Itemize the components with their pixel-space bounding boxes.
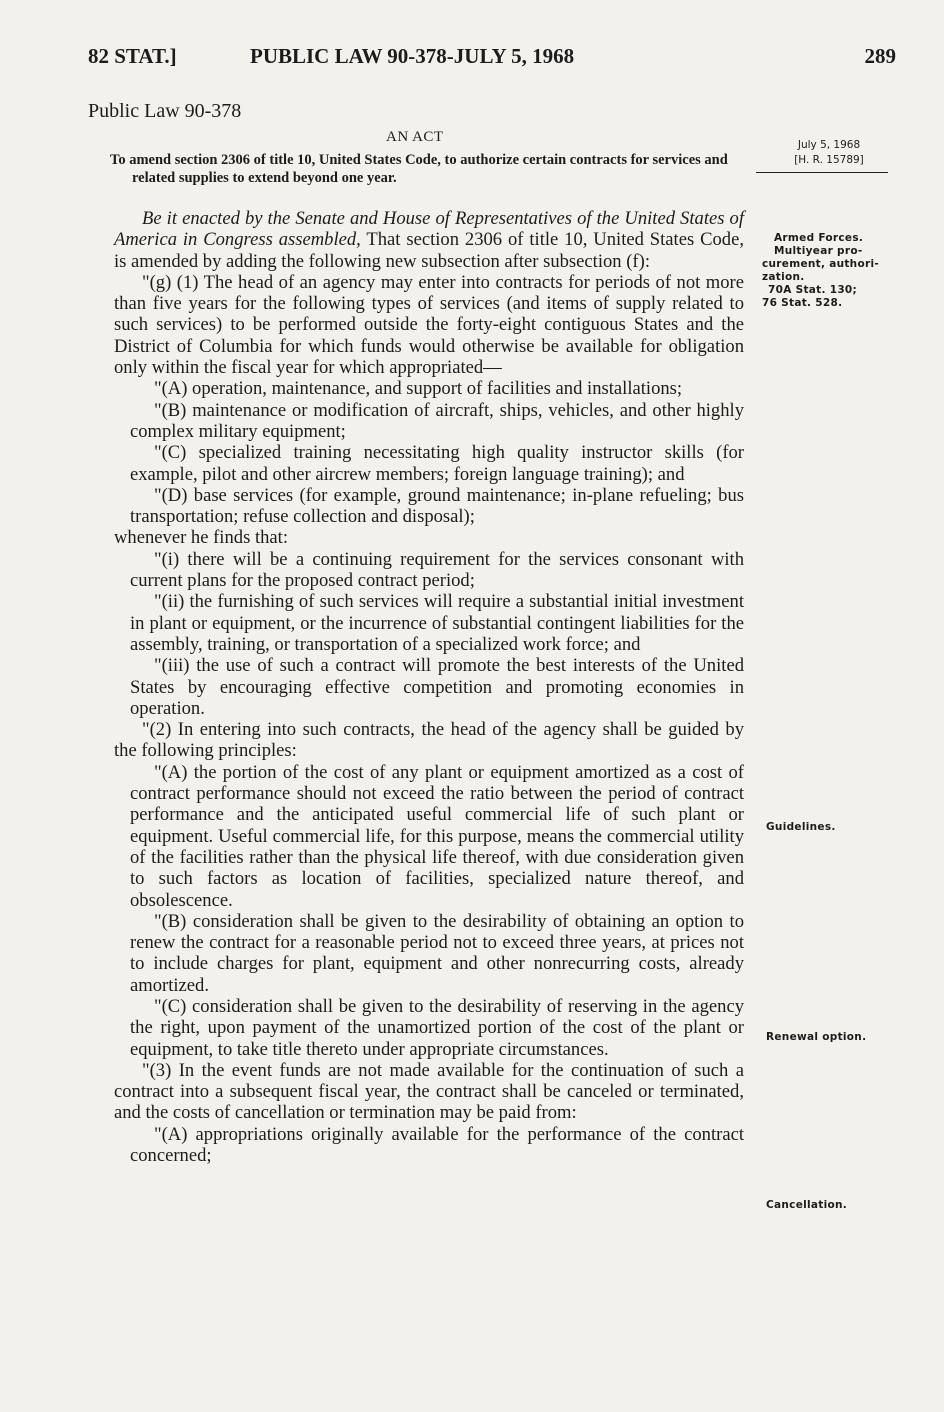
- act-heading: AN ACT: [386, 129, 444, 145]
- margin-note-line: zation.: [762, 271, 805, 283]
- enactment-date: July 5, 1968: [797, 139, 861, 151]
- margin-note-line: 76 Stat. 528.: [762, 297, 843, 309]
- paragraph-g1C: "(C) specialized training necessitating high quality instructor skills (for example, pilot and other aircrew members; foreign language training); and: [130, 442, 744, 485]
- paragraph-g2: "(2) In entering into such contracts, the head of the agency shall be guided by the following principles:: [114, 719, 744, 762]
- paragraph-g2C: "(C) consideration shall be given to the desirability of reserving in the agency the right, upon payment of the unamortized portion of the cost of the plant or equipment, to take title thereto under appropriate circumstances.: [130, 995, 744, 1060]
- paragraph-g3: "(3) In the event funds are not made available for the continuation of such a contract into a subsequent fiscal year, the contract shall be canceled or terminated, and the costs of cancellation or termination may be paid from:: [114, 1059, 744, 1124]
- margin-note-line: Armed Forces.: [774, 232, 864, 244]
- header-title: PUBLIC LAW 90-378-JULY 5, 1968: [250, 44, 575, 68]
- paragraph-g1B: "(B) maintenance or modification of aircraft, ships, vehicles, and other highly complex military equipment;: [130, 399, 744, 442]
- margin-note-line: curement, authori-: [762, 258, 880, 270]
- paragraph-g1A: "(A) operation, maintenance, and support of facilities and installations;: [154, 378, 683, 400]
- page-number: 289: [864, 44, 896, 68]
- paragraph-giii: "(iii) the use of such a contract will promote the best interests of the United States by encouraging effective competition and promoting economies in operation.: [130, 655, 744, 719]
- enacting-clause: [114, 208, 744, 272]
- enacting-clause-italic: Be it enacted by the Senate and House of Representatives of the United States of America in Congress assembled,: [114, 208, 744, 251]
- bill-number: [H. R. 15789]: [794, 154, 864, 166]
- margin-note-renewal-option: Renewal option.: [766, 1031, 867, 1043]
- paragraph-g3A: "(A) appropriations originally available for the performance of the contract concerned;: [130, 1123, 744, 1167]
- paragraph-gi: "(i) there will be a continuing requirement for the services consonant with current plans for the proposed contract period;: [130, 548, 744, 592]
- body-text: [114, 208, 744, 1166]
- paragraph-g2B: "(B) consideration shall be given to the desirability of obtaining an option to renew the contract for a reasonable period not to exceed three years, at prices not to include charges for plant, equipment and other nonrecurring costs, already amortized.: [130, 910, 744, 996]
- paragraph-whenever: whenever he finds that:: [114, 527, 288, 549]
- margin-note-guidelines: Guidelines.: [766, 821, 836, 833]
- margin-note-line: Multiyear pro-: [774, 245, 863, 257]
- page-header: [88, 44, 896, 78]
- paragraph-gii: "(ii) the furnishing of such services will require a substantial initial investment in plant or equipment, or the incurrence of substantial contingent liabilities for the assembly, training, or transportation of a specialized work force; and: [130, 591, 744, 655]
- public-law-title: Public Law 90-378: [88, 100, 242, 122]
- paragraph-g1: "(g) (1) The head of an agency may enter into contracts for periods of not more than five years for the following types of services (and items of supply related to such services) to be performed outside the forty-eight contiguous States and the District of Columbia for which funds would otherwise be available for obligation only within the fiscal year for which appropriated—: [114, 271, 744, 379]
- paragraph-g2A: "(A) the portion of the cost of any plant or equipment amortized as a cost of contract performance should not exceed the ratio between the period of contract performance and the anticipated useful commercial life of such plant or equipment. Useful commercial life, for this purpose, means the commercial utility of the facilities rather than the physical life thereof, with due consideration given to such factors as location of facilities, specialized nature thereof, and obsolescence.: [130, 761, 744, 911]
- date-rule-divider: [756, 172, 888, 173]
- date-block: [774, 138, 884, 168]
- margin-note-line: 70A Stat. 130;: [768, 284, 858, 296]
- margin-note-armed-forces: [762, 232, 902, 310]
- enacting-clause-rest: That section 2306 of title 10, United States Code, is amended by adding the following new subsection after subsection (f):: [114, 229, 745, 272]
- act-subtitle: To amend section 2306 of title 10, United States Code, to authorize certain contracts for services and related supplies to extend beyond one year.: [110, 152, 728, 186]
- header-stat-reference: 82 STAT.]: [88, 44, 177, 68]
- margin-note-cancellation: Cancellation.: [766, 1199, 848, 1211]
- paragraph-g1D: "(D) base services (for example, ground maintenance; in-plane refueling; bus transportation; refuse collection and disposal);: [130, 484, 744, 528]
